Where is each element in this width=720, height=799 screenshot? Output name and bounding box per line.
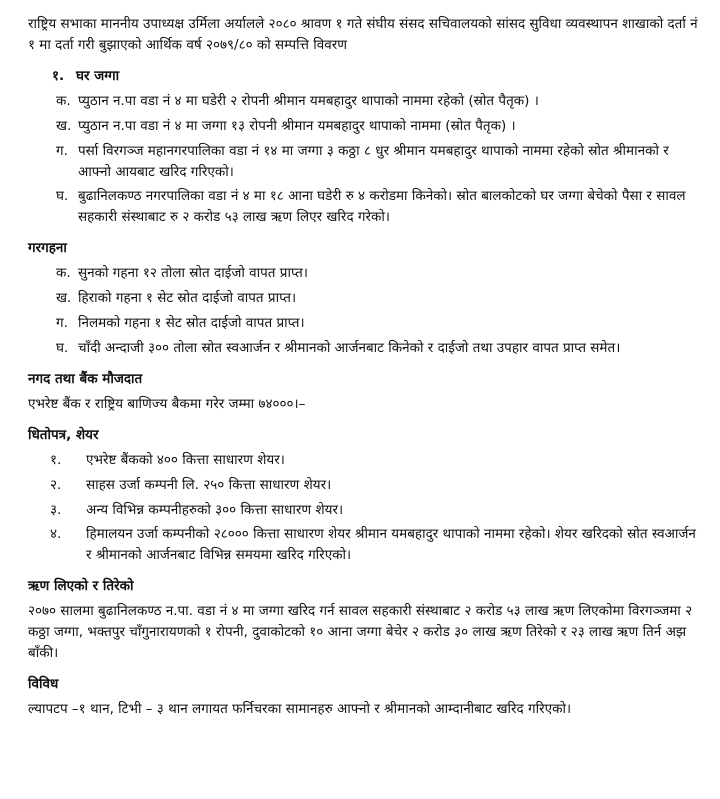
- list-item: [28, 186, 698, 228]
- list-marker: ग.: [56, 142, 68, 159]
- list-marker: ग.: [56, 315, 68, 332]
- list-text: एभरेष्ट बैंकको ४०० कित्ता साधारण शेयर।: [86, 451, 285, 468]
- list-item: [28, 524, 698, 566]
- list-text: पर्सा विरगञ्ज महानगरपालिका वडा नं १४ मा जग्गा ३ कठ्ठा ८ धुर श्रीमान यमबहादुर थापाको नाममा रहेको स्रोत श्रीमानको र आफ्नो आयबाट खरिद गरिएको।: [78, 142, 669, 180]
- list-text: चाँदी अन्दाजी ३०० तोला स्रोत स्वआर्जन र श्रीमानको आर्जनबाट किनेको र दाईजो तथा उपहार वापत प्राप्त समेत।: [78, 339, 621, 356]
- list-item: [28, 263, 698, 284]
- list-marker: ४.: [50, 526, 62, 543]
- list-item: [28, 450, 698, 471]
- section-heading-jewelry: गरगहना: [28, 240, 67, 257]
- section-number: १.: [52, 67, 65, 84]
- list-text: सुनको गहना १२ तोला स्रोत दाईजो वापत प्राप्त।: [78, 265, 308, 282]
- house-list: [28, 91, 698, 229]
- list-item: [28, 338, 698, 359]
- section-heading-cash: नगद तथा बैंक मौजदात: [28, 370, 143, 387]
- list-item: [28, 91, 698, 112]
- cash-paragraph: एभरेष्ट बैंक र राष्ट्रिय बाणिज्य बैकमा गरेर जम्मा ७४०००।–: [28, 395, 306, 412]
- list-item: [28, 500, 698, 521]
- misc-paragraph: ल्यापटप –१ थान, टिभी – ३ थान लगायत फर्निचरका सामानहरु आफ्नो र श्रीमानको आम्दानीबाट खरिद गरिएको।: [28, 700, 572, 717]
- list-item: [28, 141, 698, 183]
- list-item: [28, 288, 698, 309]
- loan-paragraph: २०७० सालमा बुढानिलकण्ठ न.पा. वडा नं ४ मा जग्गा खरिद गर्न सावल सहकारी संस्थाबाट २ करोड ५३ लाख ऋण लिएकोमा विरगञ्जमा २ कठ्ठा जग्गा, भक्तपुर चाँगुनारायणको १ रोपनी, दुवाकोटको १० आना जग्गा बेचेर २ करोड ३० लाख ऋण तिरेको र २३ लाख ऋण तिर्न अझ बाँकी।: [28, 603, 693, 662]
- list-text: प्युठान न.पा वडा नं ४ मा जग्गा १३ रोपनी श्रीमान यमबहादुर थापाको नाममा (स्रोत पैतृक) ।: [78, 117, 516, 134]
- list-marker: ३.: [50, 501, 62, 518]
- list-marker: २.: [50, 476, 62, 493]
- section-heading-misc: विविध: [28, 675, 59, 692]
- list-text: हिराको गहना १ सेट स्रोत दाईजो वापत प्राप्त।: [78, 290, 297, 307]
- section-heading-shares: धितोपत्र, शेयर: [28, 426, 99, 443]
- list-text: प्युठान न.पा वडा नं ४ मा घडेरी २ रोपनी श्रीमान यमबहादुर थापाको नाममा रहेको (स्रोत पैतृक) ।: [78, 92, 539, 109]
- list-marker: घ.: [56, 339, 69, 356]
- list-text: बुढानिलकण्ठ नगरपालिका वडा नं ४ मा १८ आना घडेरी रु ४ करोडमा किनेको। स्रोत बालकोटको घर जग्गा बेचेको पैसा र सावल सहकारी संस्थाबाट रु २ करोड ५३ लाख ऋण लिएर खरिद गरेको।: [78, 188, 686, 226]
- list-marker: ख.: [56, 290, 72, 307]
- section-title: घर जग्गा: [76, 67, 120, 84]
- list-marker: १.: [50, 451, 62, 468]
- list-marker: घ.: [56, 188, 69, 205]
- jewelry-list: [28, 263, 698, 359]
- list-item: [28, 475, 698, 496]
- list-text: निलमको गहना १ सेट स्रोत दाईजो वापत प्राप्त।: [78, 315, 305, 332]
- intro-paragraph: राष्ट्रिय सभाका माननीय उपाध्यक्ष उर्मिला अर्यालले २०८० श्रावण १ गते संघीय संसद सचिवालयको सांसद सुविधा व्यवस्थापन शाखाको दर्ता नं १ मा दर्ता गरी बुझाएको आर्थिक वर्ष २०७९/८० को सम्पत्ति विवरण: [28, 16, 698, 53]
- section-heading-house: [52, 66, 698, 87]
- list-item: [28, 116, 698, 137]
- list-text: हिमालयन उर्जा कम्पनीको २८००० कित्ता साधारण शेयर श्रीमान यमबहादुर थापाको नाममा रहेको। शेयर खरिदको स्रोत स्वआर्जन र श्रीमानको आर्जनबाट विभिन्न समयमा खरिद गरिएको।: [86, 526, 696, 564]
- list-marker: क.: [56, 265, 71, 282]
- list-text: साहस उर्जा कम्पनी लि. २५० कित्ता साधारण शेयर।: [86, 476, 332, 493]
- list-text: अन्य विभिन्न कम्पनीहरुको ३०० कित्ता साधारण शेयर।: [86, 501, 344, 518]
- section-heading-loan: ऋण लिएको र तिरेको: [28, 578, 134, 595]
- shares-list: [28, 450, 698, 567]
- list-marker: ख.: [56, 117, 72, 134]
- list-marker: क.: [56, 92, 71, 109]
- list-item: [28, 313, 698, 334]
